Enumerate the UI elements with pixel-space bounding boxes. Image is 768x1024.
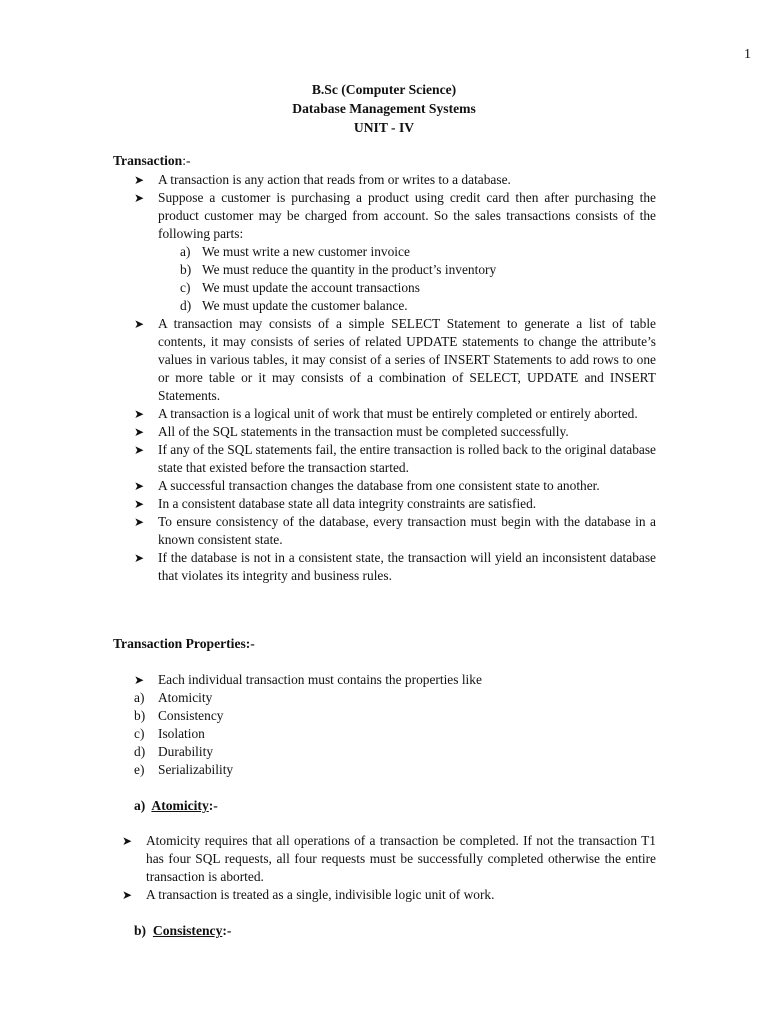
arrowhead-bullet-icon: ➤ [134, 425, 145, 439]
list-item: ➤ All of the SQL statements in the transaction must be completed successfully. [134, 424, 569, 439]
page-number: 1 [744, 47, 751, 62]
list-item: b) We must reduce the quantity in the product’s inventory [180, 262, 497, 277]
list-item: ➤ A transaction may consists of a simple SELECT Statement to generate a list of table contents, it may consists of series of related UPDATE statements to change the attribute’s values in various tables, it may consist of a series of INSERT Statements to add rows to one or more table or it may consists of a combination of SELECT, UPDATE and INSERT Statements. [134, 316, 656, 403]
header-course: B.Sc (Computer Science) [311, 82, 457, 97]
transaction-bullets [134, 171, 656, 585]
sales-parts-list [158, 243, 656, 315]
header-unit: UNIT - IV [353, 120, 415, 135]
document-header [0, 80, 768, 137]
atomicity-heading: a) Atomicity:- [134, 798, 218, 813]
list-item: ➤ A transaction is any action that reads from or writes to a database. [134, 172, 511, 187]
transaction-heading: Transaction:- [113, 153, 191, 168]
list-item: d) Durability [134, 744, 214, 759]
list-item: ➤ If the database is not in a consistent state, the transaction will yield an inconsistent database that violates its integrity and business rules. [134, 550, 656, 583]
properties-intro: ➤ Each individual transaction must contains the properties like [134, 672, 482, 687]
list-item: ➤ In a consistent database state all data integrity constraints are satisfied. [134, 496, 537, 511]
list-item: ➤ A transaction is a logical unit of work that must be entirely completed or entirely aborted. [134, 406, 638, 421]
arrowhead-bullet-icon: ➤ [134, 673, 145, 687]
properties-list [134, 689, 233, 779]
arrowhead-bullet-icon: ➤ [134, 173, 145, 187]
header-subject: Database Management Systems [292, 101, 476, 116]
arrowhead-bullet-icon: ➤ [134, 479, 145, 493]
consistency-heading: b) Consistency:- [134, 923, 232, 938]
list-item: ➤ A successful transaction changes the database from one consistent state to another. [134, 478, 600, 493]
arrowhead-bullet-icon: ➤ [134, 515, 145, 529]
list-item: a) We must write a new customer invoice [180, 244, 410, 259]
arrowhead-bullet-icon: ➤ [134, 317, 145, 331]
arrowhead-bullet-icon: ➤ [134, 551, 145, 565]
list-item: ➤ Atomicity requires that all operations of a transaction be completed. If not the transaction T1 has four SQL requests, all four requests must be successfully completed otherwise the entire transaction is aborted. [122, 833, 656, 884]
atomicity-bullets [122, 832, 656, 904]
list-item: c) We must update the account transactions [180, 280, 420, 295]
list-item: e) Serializability [134, 762, 234, 777]
arrowhead-bullet-icon: ➤ [134, 407, 145, 421]
list-item: b) Consistency [134, 708, 224, 723]
list-item: ➤ If any of the SQL statements fail, the entire transaction is rolled back to the original database state that existed before the transaction started. [134, 442, 656, 475]
arrowhead-bullet-icon: ➤ [122, 834, 133, 848]
list-item: d) We must update the customer balance. [180, 298, 408, 313]
arrowhead-bullet-icon: ➤ [134, 443, 145, 457]
list-item: ➤ Suppose a customer is purchasing a product using credit card then after purchasing the product customer may be charged from account. So the sales transactions consists of the following parts: a) We must write a new customer invoice b) We must reduce the quantity in the product’s inventory c) We must update the account transactions d) We must update the customer balance. [134, 190, 656, 313]
properties-heading: Transaction Properties:- [113, 636, 255, 651]
list-item: c) Isolation [134, 726, 205, 741]
arrowhead-bullet-icon: ➤ [122, 888, 133, 902]
list-item: ➤ A transaction is treated as a single, indivisible logic unit of work. [122, 887, 495, 902]
list-item: ➤ To ensure consistency of the database, every transaction must begin with the database in a known consistent state. [134, 514, 656, 547]
arrowhead-bullet-icon: ➤ [134, 497, 145, 511]
list-item: a) Atomicity [134, 690, 213, 705]
arrowhead-bullet-icon: ➤ [134, 191, 145, 205]
